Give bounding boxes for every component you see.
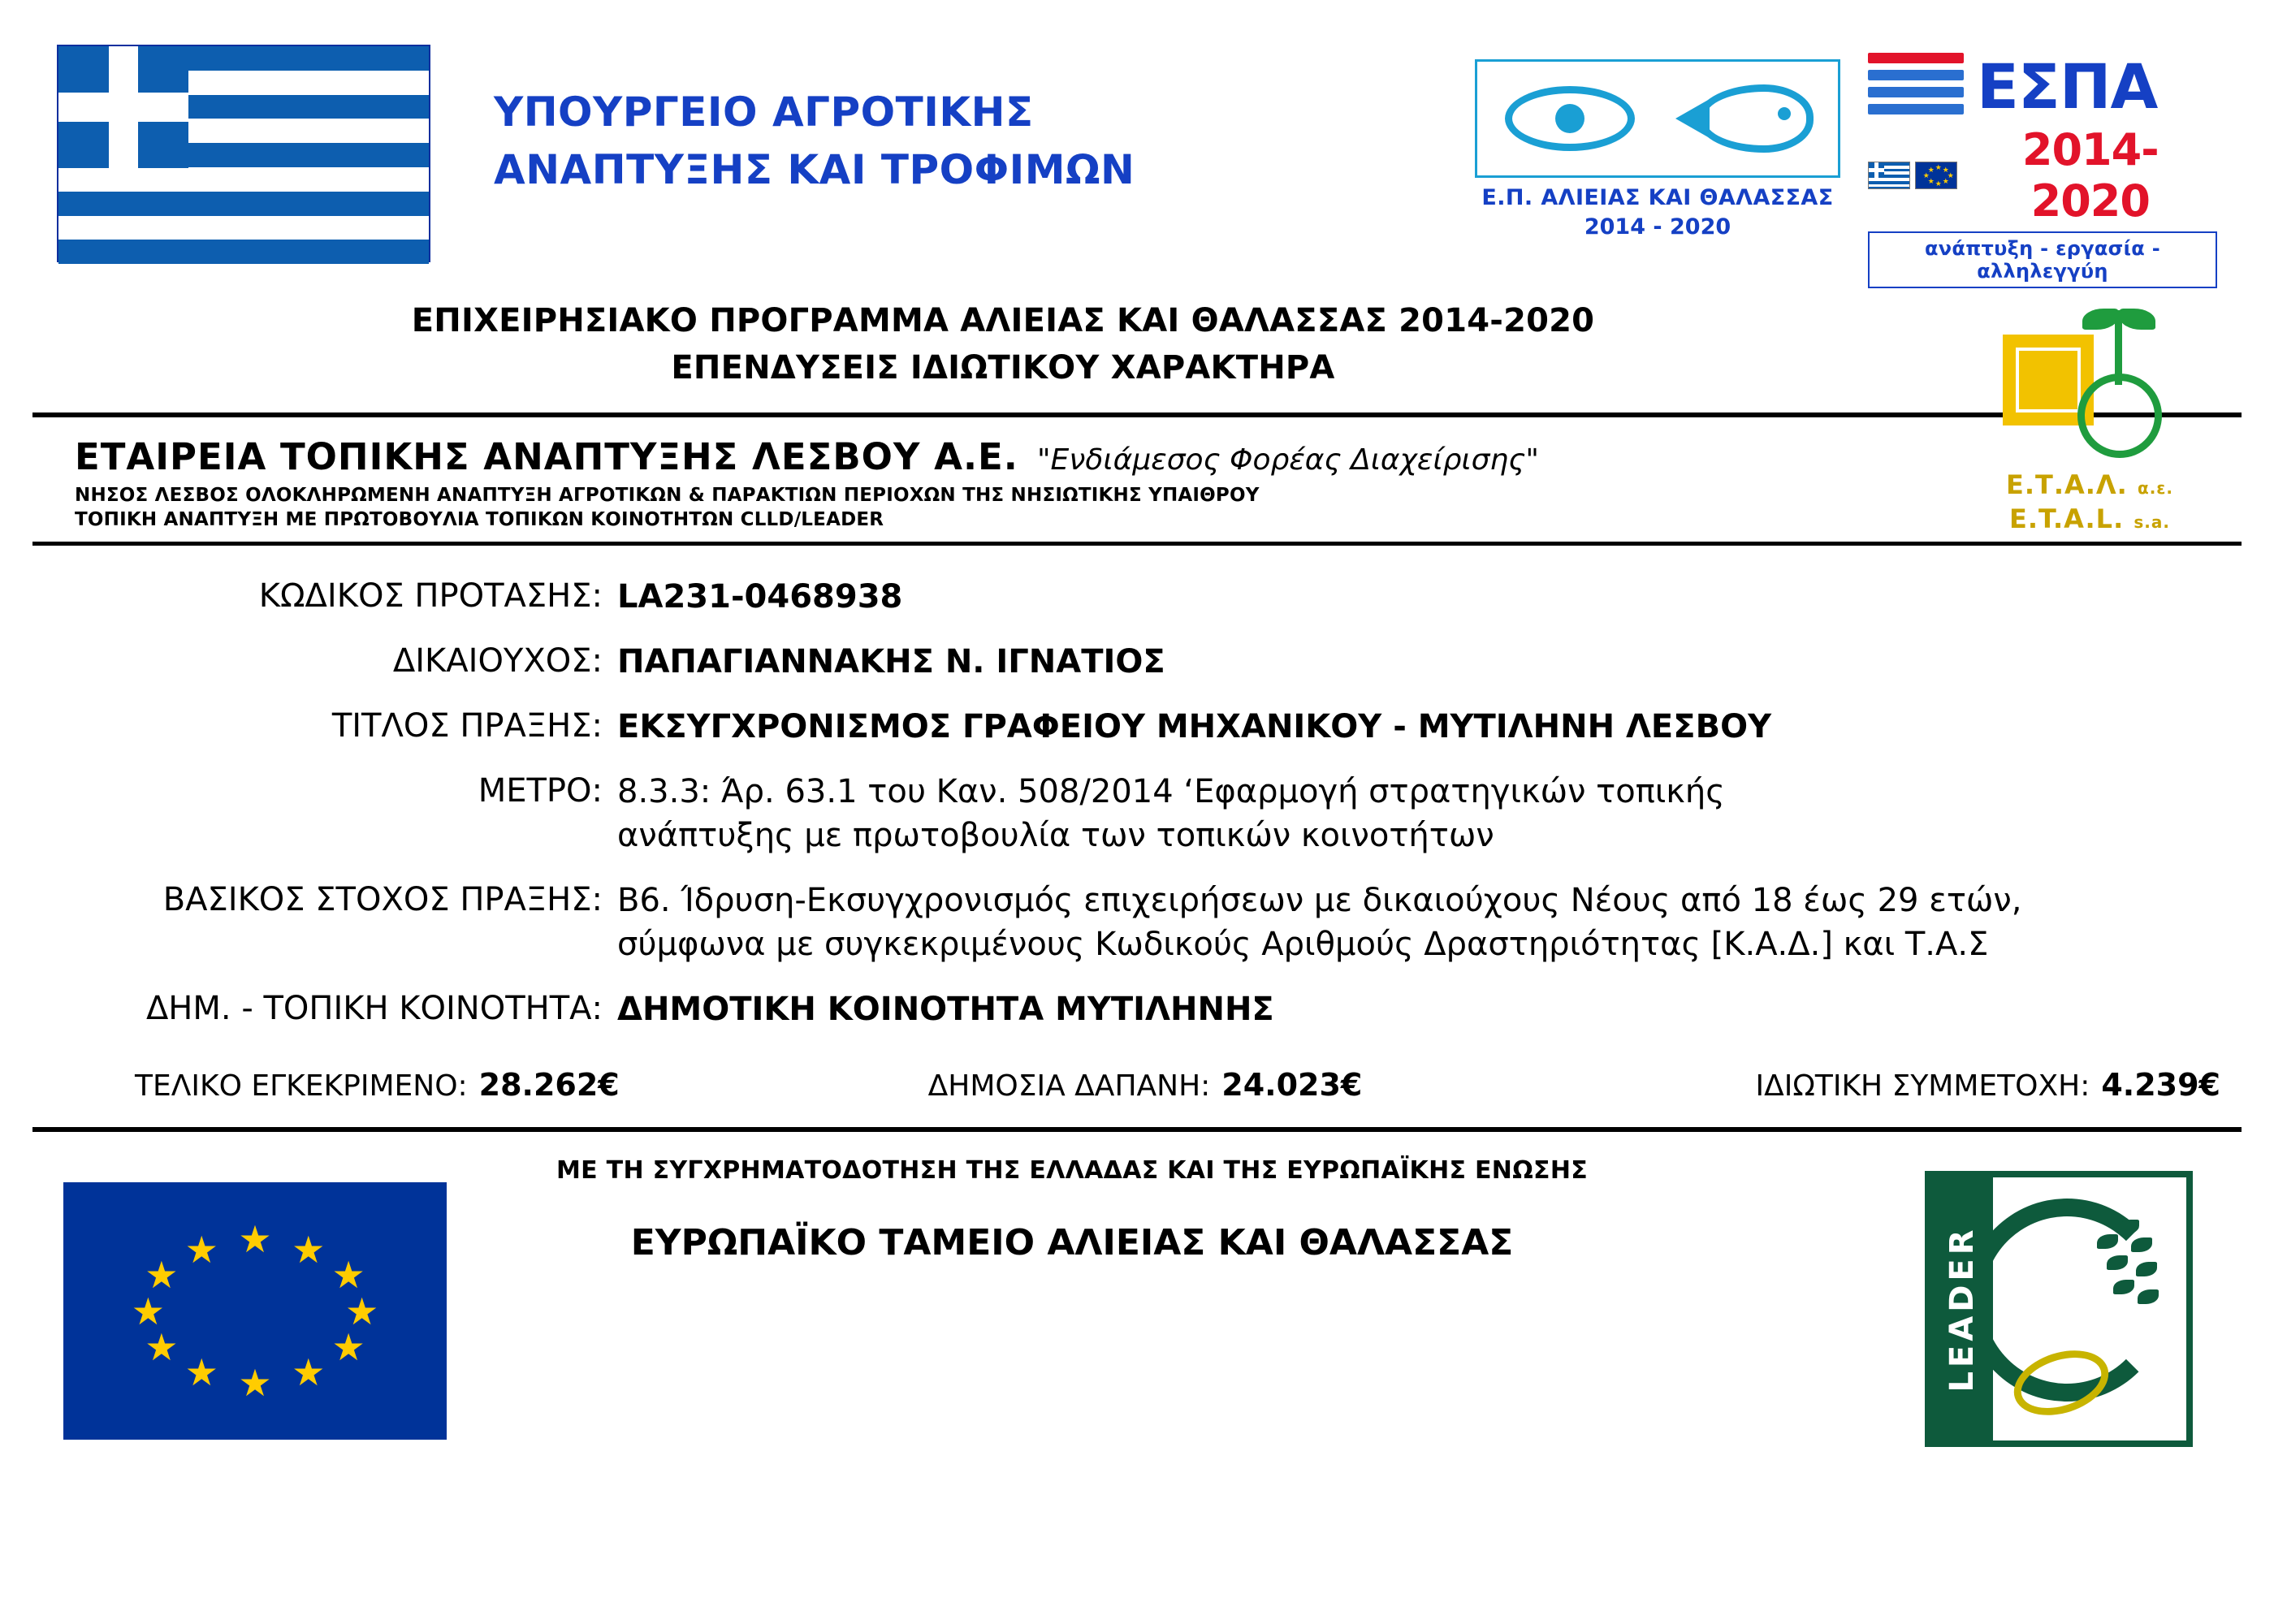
header (0, 0, 2274, 292)
espa-years: 2014-2020 (2021, 124, 2159, 227)
etal-name-en: E.T.A.L. s.a. (2009, 503, 2170, 534)
field-value (617, 705, 2225, 749)
ministry-line-1: ΥΠΟΥΡΓΕΙΟ ΑΓΡΟΤΙΚΗΣ (494, 89, 1034, 136)
budget-public-value: 24.023€ (1221, 1067, 1363, 1103)
eu-mini-flag-icon: ★ ★ ★ ★ ★ ★ ★ ★ (1915, 162, 1957, 189)
field-value (617, 879, 2225, 966)
leader-art-icon (1993, 1177, 2186, 1440)
field-label: ΔΗΜ. - ΤΟΠΙΚΗ ΚΟΙΝΟΤΗΤΑ: (145, 990, 603, 1027)
field-value (617, 640, 2225, 684)
field-label: ΒΑΣΙΚΟΣ ΣΤΟΧΟΣ ΠΡΑΞΗΣ: (162, 881, 603, 918)
ministry-line-2: ΑΝΑΠΤΥΞΗΣ ΚΑΙ ΤΡΟΦΙΜΩΝ (494, 146, 1135, 193)
field-value-line-1: LA231-0468938 (617, 578, 903, 615)
leader-label: LEADER (1943, 1225, 1981, 1393)
field-label: ΚΩΔΙΚΟΣ ΠΡΟΤΑΣΗΣ: (258, 577, 603, 615)
leader-label-bar (1931, 1177, 1993, 1440)
etal-logo (1980, 299, 2199, 534)
budget-total-label: ΤΕΛΙΚΟ ΕΓΚΕΚΡΙΜΕΝΟ: (135, 1069, 468, 1103)
footer (0, 1132, 2274, 1505)
etal-plant-icon (1980, 299, 2199, 469)
field-value-line-1: 8.3.3: Άρ. 63.1 του Καν. 508/2014 ‘Εφαρμογή στρατηγικών τοπικής (617, 773, 1725, 810)
program-title (0, 297, 2274, 391)
program-title-line-1: ΕΠΙΧΕΙΡΗΣΙΑΚΟ ΠΡΟΓΡΑΜΜΑ ΑΛΙΕΙΑΣ ΚΑΙ ΘΑΛΑΣΣΑΣ 2014-2020 (411, 302, 1595, 339)
fish-eye-icon (1475, 59, 1840, 178)
field-row (49, 770, 2225, 857)
ep-logo-caption-1: Ε.Π. ΑΛΙΕΙΑΣ ΚΑΙ ΘΑΛΑΣΣΑΣ (1481, 185, 1834, 210)
espa-slogan: ανάπτυξη - εργασία - αλληλεγγύη (1868, 231, 2217, 288)
budget-row (0, 1052, 2274, 1103)
field-value-line-1: ΔΗΜΟΤΙΚΗ ΚΟΙΝΟΤΗΤΑ ΜΥΤΙΛΗΝΗΣ (617, 991, 1274, 1028)
budget-total-value: 28.262€ (478, 1067, 620, 1103)
field-value-line-2: ανάπτυξης με πρωτοβουλία των τοπικών κοινοτήτων (617, 817, 1494, 854)
ministry-title (430, 45, 1475, 199)
cofunding-text: ΜΕ ΤΗ ΣΥΓΧΡΗΜΑΤΟΔΟΤΗΣΗ ΤΗΣ ΕΛΛΑΔΑΣ ΚΑΙ ΤΗΣ ΕΥΡΩΠΑΪΚΗΣ ΕΝΩΣΗΣ (556, 1156, 1589, 1185)
organization-desc-2: ΤΟΠΙΚΗ ΑΝΑΠΤΥΞΗ ΜΕ ΠΡΩΤΟΒΟΥΛΙΑ ΤΟΠΙΚΩΝ ΚΟΙΝΟΤΗΤΩΝ CLLD/LEADER (75, 509, 884, 530)
field-value-line-1: ΠΑΠΑΓΙΑΝΝΑΚΗΣ Ν. ΙΓΝΑΤΙΟΣ (617, 643, 1165, 680)
eu-flag-icon: ★ ★ ★ ★ ★ ★ ★ ★ ★ ★ ★ ★ (63, 1182, 447, 1440)
field-value-line-1: ΕΚΣΥΓΧΡΟΝΙΣΜΟΣ ΓΡΑΦΕΙΟΥ ΜΗΧΑΝΙΚΟΥ - ΜΥΤΙΛΗΝΗ ΛΕΣΒΟΥ (617, 708, 1772, 745)
organization-name: ΕΤΑΙΡΕΙΑ ΤΟΠΙΚΗΣ ΑΝΑΠΤΥΞΗΣ ΛΕΣΒΟΥ Α.Ε. (75, 435, 1018, 478)
budget-public (655, 1067, 1636, 1103)
espa-bars-icon (1868, 53, 1964, 121)
program-title-line-2: ΕΠΕΝΔΥΣΕΙΣ ΙΔΙΩΤΙΚΟΥ ΧΑΡΑΚΤΗΡΑ (671, 349, 1335, 387)
etal-name-gr: Ε.Τ.Α.Λ. α.ε. (2005, 469, 2174, 500)
leader-logo (1925, 1171, 2193, 1447)
greek-mini-flag-icon (1868, 162, 1910, 189)
organization-block (0, 417, 2274, 542)
budget-public-label: ΔΗΜΟΣΙΑ ΔΑΠΑΝΗ: (927, 1069, 1211, 1103)
organization-desc-1: ΝΗΣΟΣ ΛΕΣΒΟΣ ΟΛΟΚΛΗΡΩΜΕΝΗ ΑΝΑΠΤΥΞΗ ΑΓΡΟΤΙΚΩΝ & ΠΑΡΑΚΤΙΩΝ ΠΕΡΙΟΧΩΝ ΤΗΣ ΝΗΣΙΩΤΙΚΗΣ ΥΠΑΙΘΡΟΥ (75, 485, 1260, 506)
budget-private-value: 4.239€ (2101, 1067, 2220, 1103)
fields-list (0, 546, 2274, 1031)
leader-sprig-icon (2094, 1220, 2167, 1325)
field-label: ΤΙΤΛΟΣ ΠΡΑΞΗΣ: (331, 707, 603, 745)
field-row (49, 705, 2225, 749)
field-value (617, 575, 2225, 619)
organization-role: "Ενδιάμεσος Φορέας Διαχείρισης" (1036, 443, 1539, 477)
budget-private (1636, 1067, 2220, 1103)
espa-logo (1868, 50, 2217, 288)
ep-fisheries-logo (1475, 59, 1840, 240)
field-row (49, 879, 2225, 966)
field-label: ΜΕΤΡΟ: (478, 772, 603, 810)
budget-total (54, 1067, 655, 1103)
field-value-line-2: σύμφωνα με συγκεκριμένους Κωδικούς Αριθμούς Δραστηριότητας [Κ.Α.Δ.] και Τ.Α.Σ (617, 926, 1989, 963)
field-row (49, 575, 2225, 619)
espa-wordmark: ΕΣΠΑ (1977, 50, 2158, 123)
ep-logo-caption-2: 2014 - 2020 (1584, 214, 1731, 240)
field-value (617, 770, 2225, 857)
field-row (49, 640, 2225, 684)
greek-flag-icon (57, 45, 430, 262)
field-row (49, 987, 2225, 1031)
fund-name: ΕΥΡΩΠΑΪΚΟ ΤΑΜΕΙΟ ΑΛΙΕΙΑΣ ΚΑΙ ΘΑΛΑΣΣΑΣ (630, 1222, 1514, 1263)
field-value (617, 987, 2225, 1031)
field-value-line-1: Β6. Ίδρυση-Εκσυγχρονισμός επιχειρήσεων με δικαιούχους Νέους από 18 έως 29 ετών, (617, 882, 2022, 919)
field-label: ΔΙΚΑΙΟΥΧΟΣ: (392, 642, 603, 680)
budget-private-label: ΙΔΙΩΤΙΚΗ ΣΥΜΜΕΤΟΧΗ: (1755, 1069, 2090, 1103)
